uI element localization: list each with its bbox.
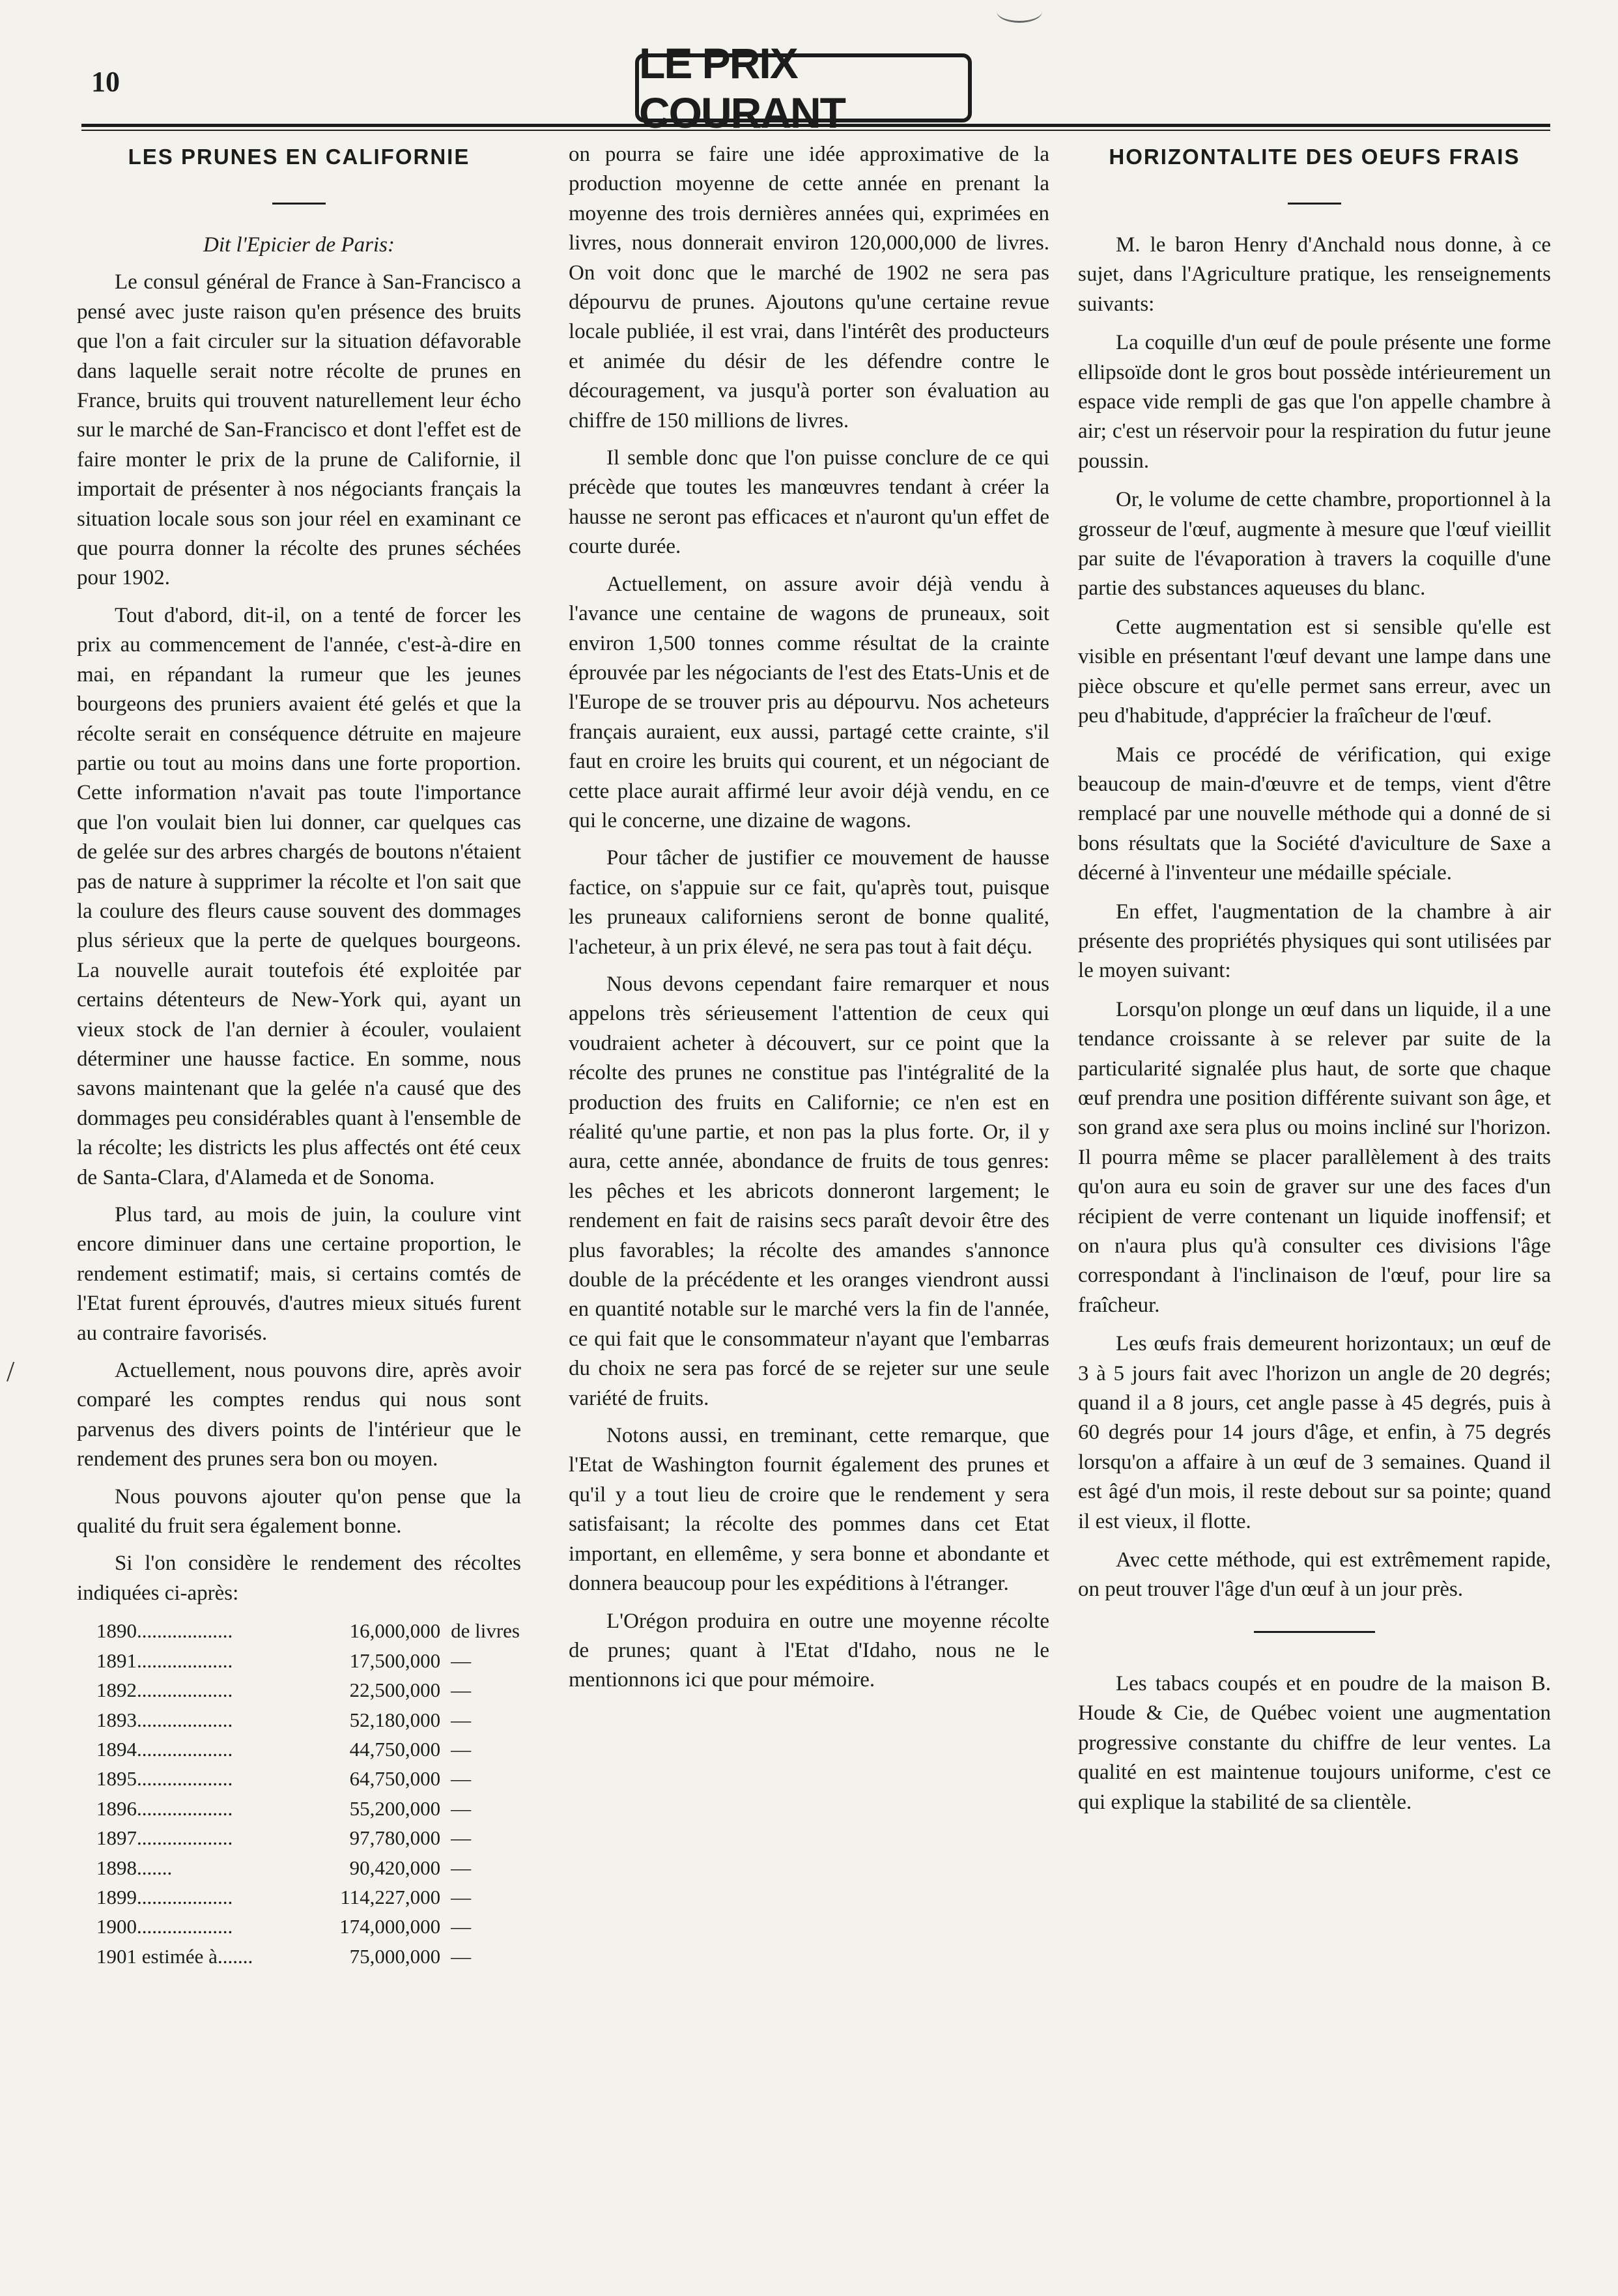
table-row: 1895................... 64,750,000 — bbox=[96, 1767, 472, 1791]
table-row: 1898....... 90,420,000 — bbox=[96, 1856, 472, 1879]
article-paragraph: Si l'on considère le rendement des récoltes indiquées ci-après: bbox=[77, 1552, 521, 1605]
table-row: 1899................... 114,227,000 — bbox=[96, 1885, 472, 1908]
table-row: 1892................... 22,500,000 — bbox=[96, 1679, 472, 1702]
column-3 bbox=[1078, 140, 1551, 1826]
page-number: 10 bbox=[91, 66, 120, 98]
column-2 bbox=[569, 140, 1049, 1703]
title-rule bbox=[272, 203, 326, 205]
article-paragraph: Nous pouvons ajouter qu'on pense que la qualité du fruit sera également bonne. bbox=[77, 1484, 521, 1538]
article-source: Dit l'Epicier de Paris: bbox=[203, 233, 395, 257]
table-row: 1894................... 44,750,000 — bbox=[96, 1737, 472, 1761]
article-paragraph: M. le baron Henry d'Anchald nous donne, à ce sujet, dans l'Agriculture pratique, les renseignements suivants: bbox=[1078, 233, 1551, 316]
article-paragraph: Mais ce procédé de vérification, qui exige beaucoup de main-d'œuvre et de temps, vient d'être remplacé par une nouvelle méthode qui a donné de si bons résultats que la Société d'aviculture de Saxe a décerné à l'inventeur une médaille spéciale. bbox=[1078, 743, 1551, 885]
article-paragraph: Les œufs frais demeurent horizontaux; un œuf de 3 à 5 jours fait avec l'horizon un angle de 20 degrés; quand il a 8 jours, cet angle passe à 45 degrés, puis à 60 degrés pour 14 jours d'âge, et enfin, à 75 degrés lorsqu'on a affaire à un œuf de 3 semaines. Quand il est âgé d'un mois, il reste debout sur sa pointe; quand il est vieux, il flotte. bbox=[1078, 1332, 1551, 1533]
article-paragraph: Pour tâcher de justifier ce mouvement de hausse factice, on s'appuie sur ce fait, qu'après tout, puisque les pruneaux californiens seront de bonne qualité, l'acheteur, à un prix élevé, ne sera pas tout à fait déçu. bbox=[569, 846, 1049, 959]
table-row: 1896................... 55,200,000 — bbox=[96, 1796, 472, 1820]
header-rule bbox=[81, 124, 1550, 131]
harvest-table bbox=[96, 1616, 520, 1971]
article-paragraph: Actuellement, on assure avoir déjà vendu à l'avance une centaine de wagons de pruneaux, soit environ 1,500 tonnes comme résultat de la crainte éprouvée par les négociants de l'est des Etats-Unis et de l'Europe de se trouver pris au dépourvu. Nos acheteurs français auraient, eux aussi, partagé cette crainte, s'il faut en croire les bruits qui courent, et un négociant de cette place aurait affirmé leur avoir déjà vendu, en ce qui le concerne, une dizaine de wagons. bbox=[569, 572, 1049, 832]
margin-mark: / bbox=[7, 1355, 15, 1387]
table-row: 1901 estimée à....... 75,000,000 — bbox=[96, 1944, 472, 1968]
ink-scribble bbox=[997, 0, 1042, 23]
article-paragraph: Actuellement, nous pouvons dire, après avoir comparé les comptes rendus qui nous sont parvenus des divers points de l'intérieur que le rendement des prunes sera bon ou moyen. bbox=[77, 1359, 521, 1471]
article-paragraph: Plus tard, au mois de juin, la coulure vint encore diminuer dans une certaine proportion, le rendement estimatif; mais, si certains comtés de l'Etat furent éprouvés, d'autres mieux situés furent au contraire favorisés. bbox=[77, 1203, 521, 1345]
table-row: 1900................... 174,000,000 — bbox=[96, 1915, 472, 1938]
masthead-logo: LE PRIX COURANT bbox=[635, 53, 972, 122]
article-paragraph: Tout d'abord, dit-il, on a tenté de forcer les prix au commencement de l'année, c'est-à-dire en mai, en répandant la rumeur que les jeunes bourgeons des pruniers avaient été gelés et que la récolte serait en conséquence détruite en majeure partie ou tout au moins dans une forte proportion. Cette information n'avait pas toute l'importance que l'on voulait bien lui donner, car quelques cas de gelée sur des arbres chargés de boutons n'étaient pas de nature à supprimer la récolte et l'on sait que la coulure des fleurs cause souvent des dommages plus sérieux que la perte de quelques bourgeons. La nouvelle aurait toutefois été exploitée par certains détenteurs de New-York qui, ayant un vieux stock de l'an dernier à écouler, voulaient déterminer une hausse factice. En somme, nous savons maintenant que la gelée n'a causé que des dommages peu considérables quant à l'ensemble de la récolte; les districts les plus affectés ont été ceux de Santa-Clara, d'Alameda et de Sonoma. bbox=[77, 603, 521, 1189]
article-title: HORIZONTALITE DES OEUFS FRAIS bbox=[1109, 145, 1520, 169]
article-paragraph: Cette augmentation est si sensible qu'elle est visible en présentant l'œuf devant une lampe dans une pièce obscure et qu'elle permet sans erreur, avec un peu d'habitude, d'apprécier la fraîcheur de l'œuf. bbox=[1078, 615, 1551, 728]
article-paragraph: La coquille d'un œuf de poule présente une forme ellipsoïde dont le gros bout possède intérieurement un espace vide rempli de gas que l'on appelle chambre à air; c'est un réservoir pour la respiration du futur jeune poussin. bbox=[1078, 331, 1551, 473]
article-paragraph: En effet, l'augmentation de la chambre à air présente des propriétés physiques qui sont utilisées par le moyen suivant: bbox=[1078, 900, 1551, 983]
article-title: LES PRUNES EN CALIFORNIE bbox=[128, 145, 470, 169]
article-paragraph: L'Orégon produira en outre une moyenne récolte de prunes; quant à l'Etat d'Idaho, nous ne le mentionnons ici que pour mémoire. bbox=[569, 1609, 1049, 1692]
table-row: 1890................... 16,000,000 de livres bbox=[96, 1619, 520, 1643]
article-paragraph: Il semble donc que l'on puisse conclure de ce qui précède que toutes les manœuvres tendant à créer la hausse ne seront pas efficaces et n'auront qu'un effet de courte durée. bbox=[569, 446, 1049, 559]
table-row: 1893................... 52,180,000 — bbox=[96, 1708, 472, 1731]
column-1 bbox=[77, 140, 521, 1971]
article-paragraph: Or, le volume de cette chambre, proportionnel à la grosseur de l'œuf, augmente à mesure que l'œuf vieillit par suite de l'évaporation à travers la coquille d'une partie des substances aqueuses du blanc. bbox=[1078, 488, 1551, 601]
article-paragraph: Nous devons cependant faire remarquer et nous appelons très sérieusement l'attention de ceux qui voudraient acheter à découvert, sur ce point que la récolte des prunes ne constitue pas l'intégralité de la production des fruits en Californie; ce n'en est en réalité qu'une partie, et non pas la plus forte. Or, il y aura, cette année, abondance de fruits de tous genres: les pêches et les abricots donneront largement; le rendement en fait de raisins secs paraît devoir être des plus favorables; la récolte des amandes s'annonce double de la précédente et les oranges viendront aussi en quantité notable sur le marché vers la fin de l'année, ce qui fait que le consommateur n'ayant que l'embarras du choix ne sera pas forcé de se rejeter sur une seule variété de fruits. bbox=[569, 972, 1049, 1410]
article-paragraph: Notons aussi, en treminant, cette remarque, que l'Etat de Washington fournit également des prunes et qu'il y a tout lieu de croire que le rendement y sera satisfaisant; la récolte des pommes dans cet Etat important, en ellemême, y sera bonne et abondante et donnera beaucoup pour les expéditions à l'étranger. bbox=[569, 1424, 1049, 1596]
table-row: 1897................... 97,780,000 — bbox=[96, 1826, 472, 1850]
article-paragraph: Avec cette méthode, qui est extrêmement rapide, on peut trouver l'âge d'un œuf à un jour près. bbox=[1078, 1548, 1551, 1602]
table-row: 1891................... 17,500,000 — bbox=[96, 1649, 472, 1672]
article-paragraph: Lorsqu'on plonge un œuf dans un liquide, il a une tendance croissante à se relever par suite de la particularité signalée plus haut, de sorte que chaque œuf prendra une position différente suivant son âge, et son grand axe sera plus ou moins incliné sur l'horizon. Il pourra même se placer parallèlement à des traits qu'on aura eu soin de graver sur une des faces d'un récipient de verre contenant un liquide inoffensif; et on n'aura plus qu'à consulter ces divisions l'âge correspondant à l'inclinaison de l'œuf, pour lire sa fraîcheur. bbox=[1078, 997, 1551, 1317]
title-rule bbox=[1288, 203, 1341, 205]
article-paragraph: Le consul général de France à San-Francisco a pensé avec juste raison qu'en présence des bruits que l'on a fait circuler sur la situation défavorable dans laquelle serait notre récolte de prunes en France, bruits qui trouvent naturellement leur écho sur le marché de San-Francisco et dont l'effet est de faire monter le prix de la prune de Californie, il importait de présenter à nos négociants français la situation locale sous son jour réel en examinant ce que pourra donner la récolte des prunes séchées pour 1902. bbox=[77, 270, 521, 590]
article-paragraph: Les tabacs coupés et en poudre de la maison B. Houde & Cie, de Québec voient une augmentation progressive constante du chiffre de leur ventes. La qualité en est maintenue toujours uniforme, c'est ce qui explique la stabilité de sa clientèle. bbox=[1078, 1671, 1551, 1814]
section-rule bbox=[1254, 1631, 1375, 1633]
article-paragraph: on pourra se faire une idée approximative de la production moyenne de cette année en prenant la moyenne des trois dernières années qui, exprimées en livres, nous donnerait environ 120,000,000 de livres. On voit donc que le marché de 1902 ne sera pas dépourvu de prunes. Ajoutons qu'une certaine revue locale publiée, il est vrai, dans l'intérêt des producteurs et animée du désir de les défendre contre le découragement, va jusqu'à porter son évaluation au chiffre de 150 millions de livres. bbox=[569, 143, 1049, 432]
